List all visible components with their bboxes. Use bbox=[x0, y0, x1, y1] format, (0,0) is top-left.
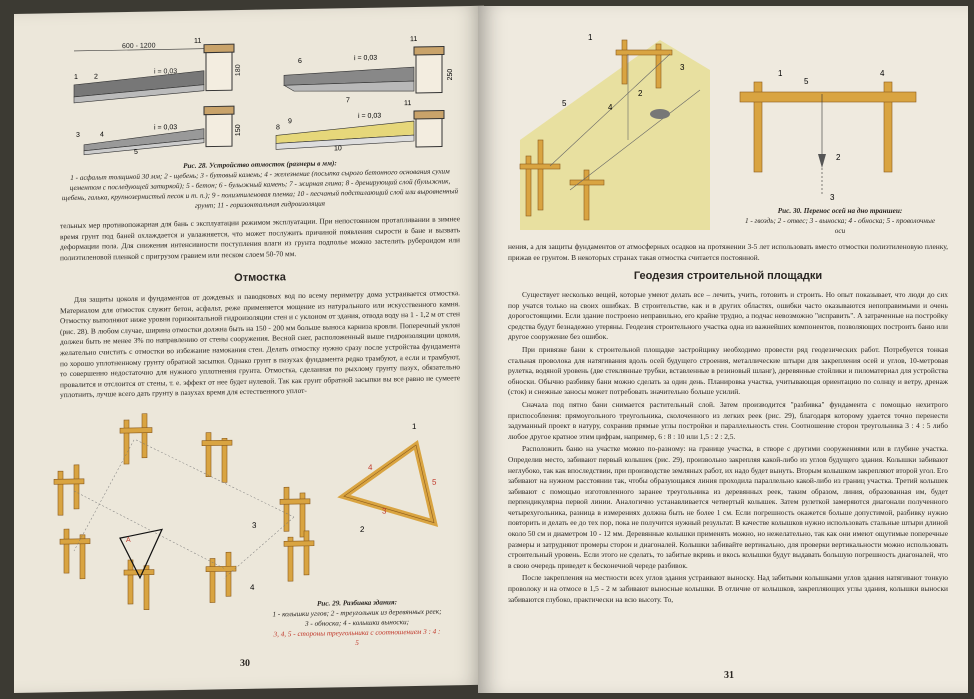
slope-label: i = 0,03 bbox=[354, 54, 378, 63]
num: 1 bbox=[74, 73, 78, 81]
num: 6 bbox=[298, 57, 302, 66]
fig29-num: 2 bbox=[360, 524, 365, 534]
fig30-num: 3 bbox=[830, 193, 835, 202]
num: 11 bbox=[194, 37, 202, 45]
fig-num: 2 bbox=[638, 89, 643, 98]
fig-num: 4 bbox=[608, 103, 613, 112]
intro-paragraph: тельных мер противопожарная для бань с эксплуатации режимом эксплуатации. При непостоянном протапливании в зимнее время грунт под баней охлаждается и увлажняется, что может послужить причиной появления сырости в бане и вызвать деформации пола. Для снижения интенсивности поступления влаги из грунта подполье можно застелить рубероидом или полиэтиленовой пленкой с пригрузом гравием или песком слоем 50-70 мм. bbox=[60, 214, 460, 262]
num: 10 bbox=[334, 145, 342, 153]
right-page bbox=[478, 6, 968, 693]
caption-title: Рис. 29. Разбивка здания: bbox=[316, 598, 398, 608]
paragraph: Сначала под пятно бани снимается растительный слой. Затем производится "разбивка" фундамента с помощью нехитрого приспособления: прямоугольного треугольника, сколоченного из легких реек (рис. 29), благодаря которому удается точно перенести задуманный проект в натуру, сохранив прямые углы постройки и параллельность стен. Соотношение сторон треугольника 3 : 4 : 5 либо любое другое кратное этим цифрам, например, 6 : 8 : 10 или 1,5 : 2 : 2,5. bbox=[508, 399, 948, 441]
ratio-label: 4 bbox=[368, 462, 373, 472]
ratio-label: 3 bbox=[382, 506, 387, 516]
section-heading: Геодезия строительной площадки bbox=[633, 270, 823, 282]
fig29-num: 4 bbox=[250, 582, 255, 592]
slope-label: i = 0,03 bbox=[154, 124, 178, 132]
section-heading: Отмостка bbox=[234, 271, 286, 285]
caption-body: 1 - колышки углов; 2 - треугольник из деревянных реек; 3 - обноска; 4 - колышки выноски; bbox=[272, 607, 442, 628]
figure-site-staking bbox=[510, 30, 710, 230]
slope-label: i = 0,03 bbox=[358, 112, 382, 120]
caption-title: Рис. 28. Устройство отмосток (размеры в мм): bbox=[183, 159, 337, 171]
num: 11 bbox=[410, 35, 418, 44]
page-number: 30 bbox=[240, 657, 250, 670]
ratio-label-a: A bbox=[126, 536, 131, 545]
num: 11 bbox=[404, 100, 412, 108]
caption-body: 1 - гвоздь; 2 - отвес; 3 - выноска; 4 - обноска; 5 - проволочные оси bbox=[744, 217, 936, 235]
fig-num: 3 bbox=[680, 63, 685, 72]
paragraph: При привязке бани к строительной площадке застройщику необходимо провести ряд геодезических работ. Потребуется тонкая стальная проволока для натягивания вдоль осей будущего строения, металлические штыри для закрепления осей и углов, 10-метровая рулетка, водяной уровень (две стеклянные трубки, вставленные в резиновый шланг), деревянные стойлики и пиломатериал для устройства обноски. Обычно разбивку бани можно сделать за один день. Планировка участка, учитывающая ориентацию по солнцу и ветру, дренаж (сток) и снежные заносы может потребовать значительно больше усилий. bbox=[508, 344, 948, 397]
figure-30-caption bbox=[740, 206, 940, 236]
page-number: 31 bbox=[724, 670, 734, 681]
num: 7 bbox=[346, 97, 350, 105]
fig30-num: 2 bbox=[836, 153, 841, 162]
slope-label: i = 0,03 bbox=[154, 68, 178, 76]
paragraph: Расположить баню на участке можно по-разному: на границе участка, в створе с другими сооружениями или в глубине участка. Определив место, забивают первый колышек (рис. 29), произвольно закрепляя какой-либо из углов будущего здания. Колышки забивают неглубоко, так как впоследствии, при производстве земляных работ, их надо будет вынуть. Вторым колышком закрепляют второй угол. Его забивают на нужном расстоянии так, чтобы образующаяся линия проходила параллельно какой-либо из границ участка. Третий колышек забивают с помощью изготовленного заранее треугольника из деревянных реек, таким образом, линия, образованная им, будет перпендикулярна первой линии. Аналогично устанавливается четвертый колышек. Затем рулеткой замеряются диагонали полученного четырехугольника, разница в измерениях должна быть не более 1 см. Если погрешность окажется больше допустимой, разбивку нужно повторить и делать ее до тех пор, пока не получится нужный результат. В качестве колышков нужно использовать стальные штыри длиной около 50 см и диаметром 10 - 12 мм. Деревянные колышки применять можно, но нежелательно, так как они имеют ощутимые поперечные размеры и затрудняют промеры сторон и диагоналей. Колышки забивайте вертикально, для проверки вертикальности можно использовать строительный уровень. Если этого не сделать, то забитые вкривь и вкось колышки будут выдавать большую погрешность диагоналей, что в свою очередь приведет к бесконечной череде разбивок. bbox=[508, 444, 948, 570]
paragraph: После закрепления на местности всех углов здания устраивают выноску. Над забитыми колышками углов здания натягивают тонкую проволоку и на отмосе в 1,5 - 2 м забивают выносные колышки. В отличие от колышков, закрепляющих углы здания, колышки выноски забиваются глубоко, практически на всю высоту. То, bbox=[508, 573, 948, 604]
dim-h1: 180 bbox=[235, 64, 242, 77]
intro-paragraph: нения, а для защиты фундаментов от атмосферных осадков на протяжении 3-5 лет использовать вместо отмостки полиэтиленовую пленку, прижав ее грунтом. В некоторых странах такая отмостка считается постоянной. bbox=[508, 242, 948, 262]
fig30-num: 4 bbox=[880, 69, 885, 78]
num: 3 bbox=[76, 131, 80, 139]
caption-ratio: 3, 4, 5 - стороны треугольника с соотношением 3 : 4 : 5 bbox=[273, 627, 441, 648]
num: 2 bbox=[94, 73, 98, 81]
figure-29-razbivka bbox=[44, 404, 464, 621]
figure-28-caption bbox=[60, 156, 460, 213]
ratio-label: 5 bbox=[431, 477, 437, 487]
paragraph: Существует несколько вещей, которые умеют делать все – лечить, учить, готовить и строить. Но опыт показывает, что люди до сих пор учатся только на своих ошибках. В строительстве, как и в других областях, ошибки часто оказываются непоправимыми и очень дорогостоящими. Если здание построено неправильно, его крайне трудно, а подчас невозможно "исправить". А затраченные на постройку средства будут безнадежно утеряны. Геодезия строительного участка одна из важнейших компонентов, позволяющих построить баню или другое сооружение без ошибок. bbox=[508, 290, 948, 342]
num: 8 bbox=[276, 124, 280, 132]
dim-width: 600 - 1200 bbox=[122, 42, 156, 51]
fig-num: 5 bbox=[562, 99, 567, 108]
dim-h3: 150 bbox=[235, 124, 242, 137]
fig30-num: 1 bbox=[778, 69, 783, 78]
figure-30-axis-transfer bbox=[734, 64, 924, 204]
num: 9 bbox=[288, 118, 292, 126]
figure-28-otmostka bbox=[54, 20, 464, 157]
body-text bbox=[508, 290, 948, 605]
figure-29-caption bbox=[272, 597, 442, 650]
left-page bbox=[14, 6, 484, 693]
dim-h2: 250 bbox=[447, 68, 454, 81]
fig29-num: 1 bbox=[412, 421, 417, 432]
fig-num: 1 bbox=[588, 33, 593, 42]
num: 5 bbox=[134, 148, 138, 156]
num: 4 bbox=[100, 131, 104, 139]
fig29-num: 3 bbox=[252, 520, 257, 530]
caption-body: 1 - асфальт толщиной 30 мм; 2 - щебень; 3 - бутовый камень; 4 - железнение (посыпка сырого бетонного основания сухим цементом с последующей затиркой); 5 - бетон; 6 - булыжный камень; 7 - жирная глина; 8 - дренирующий слой (булыжник, щебень, галька, крупнозернистый песок и т. п.); 9 - полиэтиленовая пленка; 10 - песчаный подстилающий слой или выровненный грунт; 11 - горизонтальная гидроизоляция bbox=[61, 167, 459, 210]
caption-title: Рис. 30. Перенос осей на дно траншеи: bbox=[777, 207, 903, 215]
body-paragraph: Для защиты цоколя и фундаментов от дождевых и паводковых вод по всему периметру дома устраивается отмостка. Материалом для отмосток служит бетон, асфальт, реже применяется мощение из натурального или искусственного камня. Отмостку выполняют ниже уровня горизонтальной гидроизоляции стен и с уклоном от здания, отвода воду на 1 - 1,2 м от стен (рис. 28). В любом случае, ширина отмостки должна быть на 150 - 200 мм больше выноса карниза кровли. Поперечный уклон должен быть не менее 3% по направлению от стены сооружения. Весной снег, расположенный выше гидроизоляции цоколя, желательно счистить с отмостки во избежание намокания стен. Делать отмостку нужно сразу после устройства фундамента по хорошо уплотненному грунту обратной засыпки. Однако грунт в пазухах фундамента редко трамбуют, а если и трамбуют, то совершенно недостаточно для нужного уплотнения грунта. Отмостка, сделанная по рыхлому грунту пазух, обязательно провалится и отслоится от стены, т. е. эффект от нее будет нулевой. Так как грунт обратной засыпки вы все равно не сумеете уплотнить, лучше всего дать грунту в пазухах время для естественного уплот- bbox=[60, 288, 460, 400]
fig30-num: 5 bbox=[804, 77, 809, 86]
